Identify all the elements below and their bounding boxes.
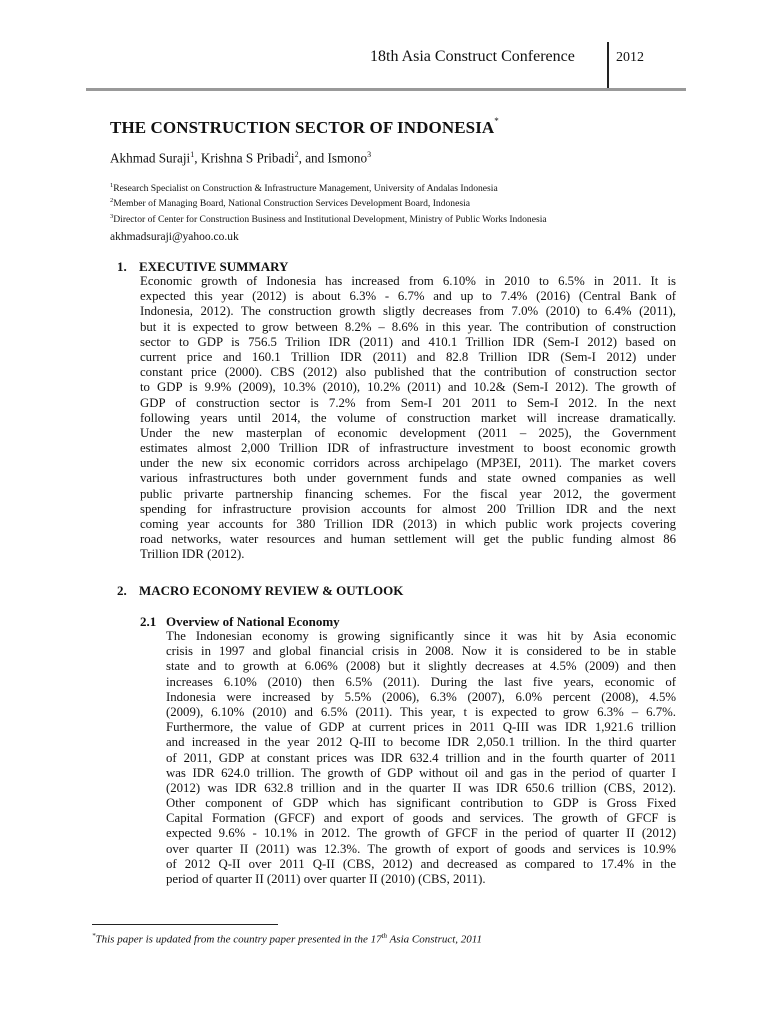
section-number: 2. (117, 583, 127, 598)
text-line: various infrastructures both under government funds and state owned companies as well (140, 471, 676, 486)
text-line: over quarter II (2011) was 12.3%. The growth of export of goods and services is 10.9% (166, 841, 676, 856)
affiliation-line (110, 211, 547, 226)
footnote-rule (92, 924, 278, 925)
text-line: constant price (2000). CBS (2012) also published that the contribution of construction sector (140, 365, 676, 380)
executive-summary-paragraph (140, 274, 676, 563)
affiliation-text: Research Specialist on Construction & Infrastructure Management, University of Andalas Indonesia (113, 183, 498, 195)
text-line: current price and 160.1 Trillion IDR (2011) and 82.8 Trillion IDR (Sem-I 2012) under (140, 349, 676, 364)
text-line: under the new six economic corridors across archipelago (MP3EI, 2011). The market covers (140, 456, 676, 471)
title-footnote-mark: * (494, 116, 499, 126)
header-divider (607, 42, 609, 90)
text-line: Capital Formation (GFCF) and export of goods and services. The growth of GFCF is (166, 811, 676, 826)
text-line: (2012) was IDR 632.8 trillion and in the quarter II was IDR 650.6 trillion (CBS, 2012). (166, 780, 676, 795)
text-line: but it is expected to grow between 8.2% – 8.6% in this year. The contribution of construction (140, 319, 676, 334)
text-line: state and to growth at 6.06% (2008) but it slightly decreases at 4.5% (2009) and then (166, 659, 676, 674)
author-name: Ismono (327, 150, 368, 166)
affiliation-mark: 2 (110, 197, 114, 205)
paper-title: THE CONSTRUCTION SECTOR OF INDONESIA* (110, 116, 499, 137)
subsection-heading (140, 614, 340, 630)
text-line: public privarte partnership financing schemes. For the fiscal year 2012, the goverment (140, 486, 676, 501)
text-line: was IDR 624.0 trillion. The growth of GDP without oil and gas in the period of quarter I (166, 765, 676, 780)
text-line: Under the new masterplan of economic development (2011 – 2025), the Government (140, 425, 676, 440)
text-line: Indonesia were increased by 5.5% (2006), 6.3% (2007), 6.0% percent (2008), 4.5% (166, 689, 676, 704)
author-email: akhmadsuraji@yahoo.co.uk (110, 231, 239, 243)
text-line: estimates almost 2,000 Trillion IDR of infrastructure investment to boost economic growth (140, 441, 676, 456)
subsection-title: Overview of National Economy (166, 614, 340, 629)
text-line: road networks, water resources and human settlement will get the public funding almost 86 (140, 532, 676, 547)
text-line: sector to GDP is 756.5 Trilion IDR (2011) and 410.1 Trillion IDR (Sem-I 2012) based on (140, 334, 676, 349)
author-affiliation-mark: 3 (367, 150, 372, 159)
affiliation-line (110, 180, 547, 195)
affiliation-text: Member of Managing Board, National Construction Services Development Board, Indonesia (113, 198, 470, 210)
section-number: 1. (117, 259, 127, 274)
author-separator: , (194, 150, 201, 166)
text-line: Trillion IDR (2012). (140, 547, 245, 562)
text-line: of 2012 Q-II over 2011 Q-II (CBS, 2012) and decreased as compared to 17.4% in the (166, 856, 676, 871)
affiliation-mark: 3 (110, 212, 114, 220)
section-title: MACRO ECONOMY REVIEW & OUTLOOK (139, 583, 404, 598)
author-affiliation-mark: 2 (294, 150, 299, 159)
author-name: Krishna S Pribadi (200, 150, 295, 166)
conference-year: 2012 (616, 50, 644, 65)
text-line: expected 9.6% - 10.1% in 2012. The growth of GFCF in the period of quarter II (2012) (166, 826, 676, 841)
text-line: Furthermore, the value of GDP at current prices in 2011 Q-III was IDR 1,921.6 trillion (166, 720, 676, 735)
footnote-mark: * (92, 932, 96, 940)
text-line: increases 6.10% (2010) then 6.5% (2011). During the last five years, economic of (166, 674, 676, 689)
text-line: Economic growth of Indonesia has increased from 6.10% in 2010 to 6.5% in 2011. It is (140, 274, 676, 288)
text-line: to GDP is 9.9% (2009), 10.3% (2010), 10.2% (2011) and 10.2& (Sem-I 2012). The growth of (140, 380, 676, 395)
section-title: EXECUTIVE SUMMARY (139, 259, 289, 274)
text-line: GDP of construction sector is 7.2% from Sem-I 201 2011 to Sem-I 2012. In the next (140, 395, 676, 410)
affiliation-line (110, 195, 547, 210)
text-line: (2009), 6.10% (2010) and 6.5% (2011). This year, t is expected to grow 6.3% – 6.7%. (166, 704, 676, 719)
subsection-number: 2.1 (140, 614, 157, 629)
text-line: Other component of GDP which has significant contribution to GDP is Gross Fixed (166, 796, 676, 811)
affiliation-mark: 1 (110, 182, 114, 189)
section-heading (117, 583, 403, 599)
author-name: Akhmad Suraji (110, 150, 191, 166)
text-line: expected this year (2012) is about 6.3% - 6.7% and up to 7.4% (2016) (Central Bank of (140, 289, 676, 304)
text-line: coming year accounts for 380 Trillion IDR (2013) in which public work projects covering (140, 517, 676, 531)
text-line: of 2011, GDP at constant prices was IDR 632.4 trillion and in the fourth quarter of 2011 (166, 750, 676, 765)
conference-name: 18th Asia Construct Conference (370, 48, 575, 65)
author-separator: , and (298, 150, 328, 166)
author-list (110, 150, 371, 166)
affiliation-text: Director of Center for Construction Business and Institutional Development, Ministry of Public Works Indonesia (113, 213, 547, 225)
affiliations (110, 180, 547, 226)
header-rule (86, 88, 686, 91)
text-line: Indonesia, 2012). The construction growth sligtly decreases from 7.0% (2010) to 6.4% (2011), (140, 304, 676, 319)
text-line: following years until 2014, the volume of construction market will increase dramatically. (140, 410, 676, 425)
text-line: spending for infrastructure provision accounts for almost 200 Trillion IDR and the next (140, 501, 676, 516)
section-heading (117, 259, 288, 275)
author-affiliation-mark: 1 (190, 150, 195, 159)
national-economy-paragraph (166, 629, 676, 887)
text-line: crisis in 1997 and global financial crisis in 2008. Now it is considered to be in stable (166, 644, 676, 659)
text-line: period of quarter II (2011) over quarter II (2010) (CBS, 2011). (166, 872, 486, 886)
text-line: The Indonesian economy is growing significantly since it was hit by Asia economic (166, 629, 676, 643)
text-line: and increased in the year 2012 Q-III to become IDR 2,050.1 trillion. In the third quarter (166, 735, 676, 750)
footnote: *This paper is updated from the country paper presented in the 17th Asia Construct, 2011 (92, 932, 482, 946)
